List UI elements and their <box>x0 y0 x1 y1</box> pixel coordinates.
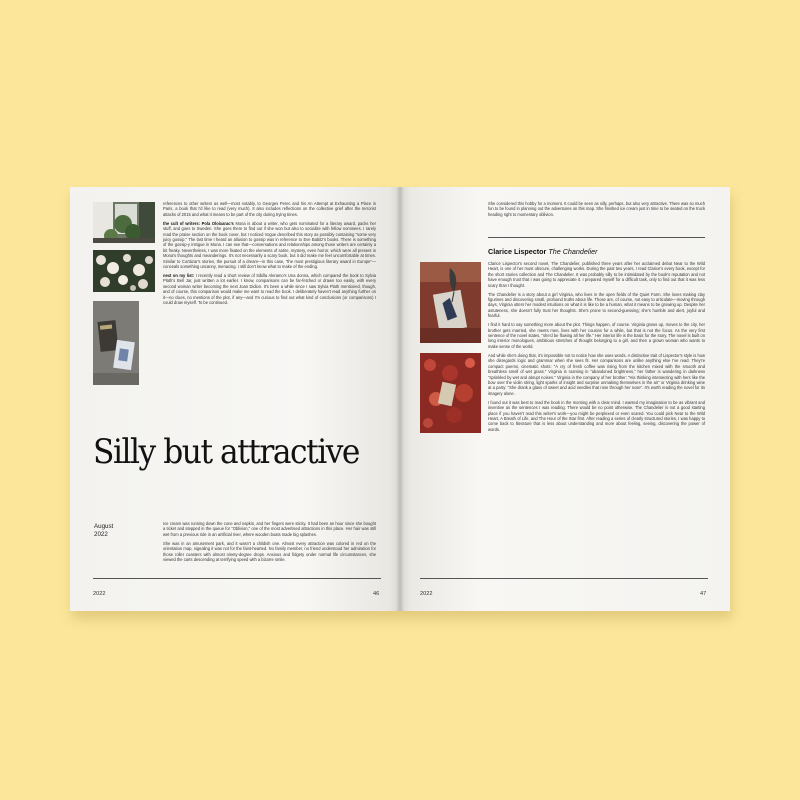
review-text <box>488 261 705 436</box>
cult-of-writers-paragraph <box>163 221 376 270</box>
intro-paragraph: references to other writers as well—most notably, to Georges Perec and his An Attempt at Exhausting a Place in Paris, a book that I'd like to read (very much). It also includes reflections on the collective grief after the terrorist attacks of 2015 and what it means to be part of the city during trying times. <box>163 201 376 217</box>
footer-rule <box>420 578 708 579</box>
story-paragraph-2: She was in an amusement park, and it wasn't a childish one. Almost every attraction was colored in red on the orientation map, signaling it was not for the faint-hearted. No family member, no friend understood her admiration for those roller coasters with almost ninety-degree drops. Anxious and fidgety under normal life circumstances, she viewed the carts descending at terrifying speed with a bizarre smile. <box>163 540 376 563</box>
next-on-list-text: I recently read a short review of Sibilla Aleramo's Una donna, which compared the book to Sylvia Plath's Bell Jar, just written a lot earlier. I know, comparisons can be far-fetched or drawn too easily, with every second woman writer becoming the next Joan Didion. It's been a while since I saw Sylvia Plath mentioned, though, and of course, this comparison would make me want to read the book. I deliberately haven't read anything further on it—no clues, no mentions of the plot, if any—and I'm curious to find out what kind of conclusions (or comparisons) I could draw myself. To be continued. <box>163 273 377 306</box>
book-gutter <box>396 187 404 611</box>
story-text <box>163 521 376 566</box>
cult-of-writers-text: Mona is about a writer, who gets nominated for a literary award, packs her stuff, and goes to Sweden. She goes there to find out if she won but also to socialize with fellow nominees. I rarely read the praise section on the book cover, but I noticed Vogue described this story as possibly containing "some very juicy gossip." The last time I heard an allusion to gossip was in reference to Eve Babitz's books. There is something of the gossip-y intrigue in Mona. I can see that—conversations and relationships among those writers are certainly a bit freaky. Nevertheless, I was more fixated on the elements of satire, mystery, even horror, which were all present in Mona's thoughts and meanderings. It's not necessarily a scary book, but it did make me feel uncomfortable at times. Similar to Cortázar's stories, the pursuit of a dream—in this case, "the most prestigious literary award in Europe"—conceals something uncanny, menacing. I still don't know what to make of the ending. <box>163 220 377 270</box>
section-rule <box>488 237 705 238</box>
page-number: 47 <box>700 591 707 597</box>
photo-red-floral <box>420 353 481 433</box>
folio-year: 2022 <box>420 591 433 597</box>
cult-of-writers-label: the cult of writers: Pola Oloixarac's <box>163 220 234 226</box>
date-month: August <box>94 523 114 530</box>
photo-window-plants <box>93 202 155 243</box>
page-number: 46 <box>373 591 380 597</box>
review-book-title: The Chandelier <box>548 247 598 256</box>
photo-books <box>93 301 139 385</box>
article-headline: Silly but attractive <box>93 432 359 472</box>
left-page <box>70 187 400 611</box>
left-column-text <box>163 201 376 309</box>
right-page <box>400 187 730 611</box>
review-author: Clarice Lispector <box>488 247 547 256</box>
date-year: 2022 <box>94 530 108 538</box>
next-on-list-label: next on my list: <box>163 273 195 279</box>
next-on-list-paragraph <box>163 273 376 305</box>
review-heading <box>488 247 597 256</box>
review-paragraph-3: I find it hard to say something more about the plot. Things happen, of course. Virginia grows up, moves to the city, her brother gets married, she meets men, lives with her cousins for a while, but that is not the focus. As the very first sentence of the novel states, "she'd be flowing all her life." Her interior life is the basis for the story. The novel is built on long interior monologues, ambitious stretches of thought belonging to a girl, and then a grown woman who wants to make sense of the world. <box>488 322 705 349</box>
review-paragraph-2: The Chandelier is a story about a girl Virginia, who lives in the open fields of the Quiet Farm. She loves making clay figurines and discovering small, profound truths about life. Those are, of course, not easy to articulate—moving through days, Virginia utters her modest intuitions on what it is like to be a human, what it means to be growing up. Despite her astuteness, she doesn't fully trust her thoughts. She's prone to second-guessing; she's humble and alert, joyful and fearful. <box>488 291 705 319</box>
article-date <box>94 523 134 538</box>
story-paragraph-1: Ice cream was running down the cone and napkin, and her fingers were sticky. It had been an hour since she bought a ticket and stepped in the queue for "Oblivion," one of the most advertised attractions in this place. Her hair was still wet from a previous ride in an artificial river, where wooden boats made big splashes. <box>163 521 376 537</box>
review-paragraph-1: Clarice Lispector's second novel, The Chandelier, published three years after her acclaimed debut Near to the Wild Heart, is one of her most obscure, challenging works. During the past two years, I read Clarice's every book, except for the short stories collection and The Chandelier. It was probably silly to be intimidated by the book's reputation and not have enough trust that I was going to appreciate it. I prepared myself for a difficult task, only to find out that it was less scary than I thought. <box>488 261 705 288</box>
photo-flowers <box>93 250 155 292</box>
footer-rule <box>93 578 381 579</box>
continued-text: She considered this hobby for a moment. It could be seen as silly, perhaps, but also very attractive. There was so much fun to be found in planning out the adventures on this map. She finished ice cream just in time to be seated on the truck heading right to momentary oblivion. <box>488 201 705 217</box>
review-paragraph-5: I found out it was best to read the book in the morning with a clear mind. I wanted my imagination to be as vibrant and inventive as the sentences I was reading. There would be no point otherwise. The Chandelier is not a good starting place if you haven't read this writer's work—you might be perplexed or even scared. You could pick Near to the Wild Heart, A Breath of Life, and The Hour of the Star first. After reading a series of clearly structured stories, I was happy to come back to literature that is less about understanding and more about feeling, seeing, discovering the power of words. <box>488 399 705 432</box>
folio-year: 2022 <box>93 591 106 597</box>
magazine-spread <box>70 187 730 611</box>
photo-book-feather <box>420 262 481 343</box>
review-paragraph-4: And while she's doing that, it's impossible not to notice how she uses words. A distinctive trait of Lispector's style is how she disregards logic and grammar when she sees fit. Her comparisons are unlike anything else I've read. They're compact poems, cinematic shots: "A cry of fresh coffee was rising from the kitchen mixed with the smooth and breathless smell of wet grass." Virginia is roaming in "abandoned brightness," her father is wandering in darkness "sprinkled by wet and abrupt noises." Virginia in the company of her brother: "His thinking intersecting with hers like the bow over the violin string, light sparks of insight and surprise unmaking themselves in the air" or Virginia drinking wine at a party: "She drank a glass of sweet and acid needles that rose through her nose". It's worth reading the novel for its imagery alone. <box>488 352 705 396</box>
